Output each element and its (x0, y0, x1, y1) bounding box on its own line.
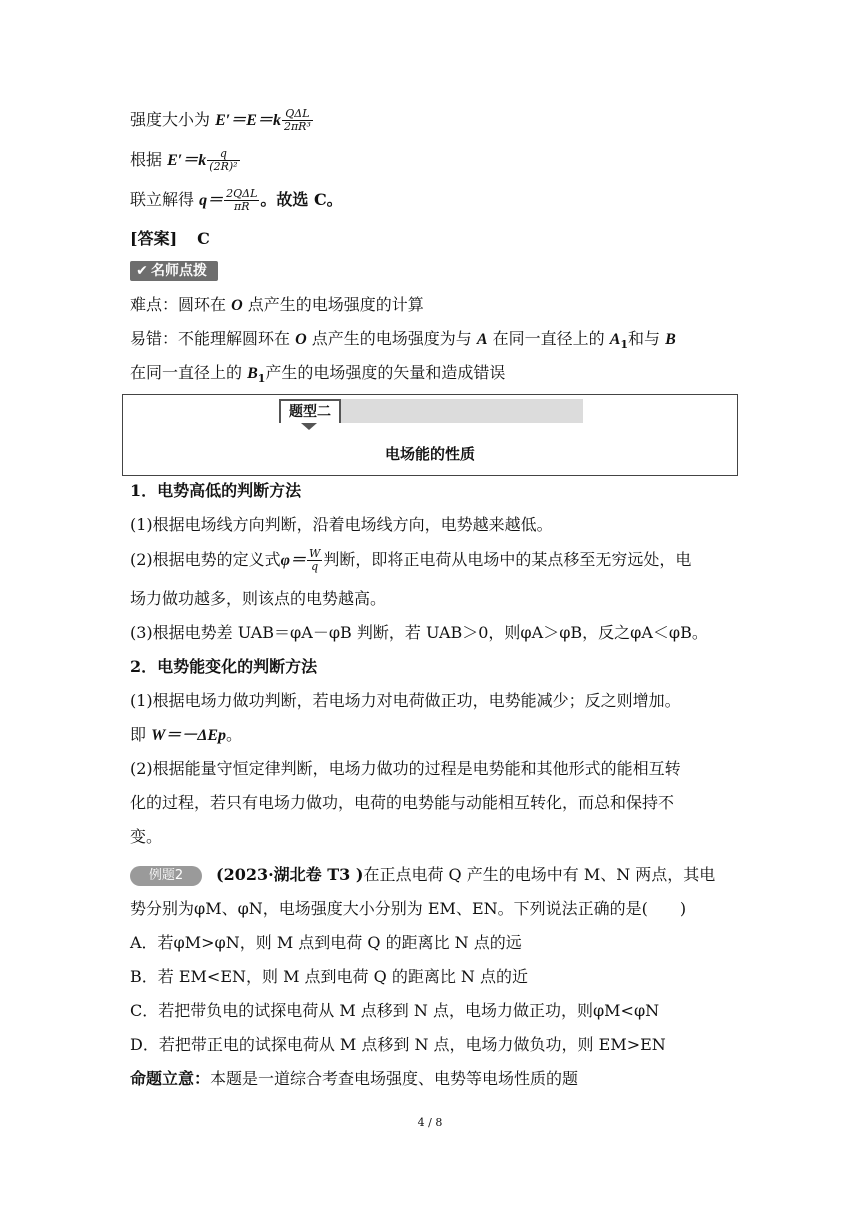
paragraph-5-line-1: (2)根据能量守恒定律判断，电场力做功的过程是电势能和其他形式的能相互转 (130, 759, 681, 778)
solution-line-1-fraction (282, 108, 313, 133)
example-stem-line-1 (130, 864, 715, 886)
var-b1: B (247, 365, 258, 382)
fraction-numerator: QΔL (282, 108, 313, 121)
solution-line-3-suffix: 。故选 C。 (260, 190, 343, 209)
answer-line (130, 228, 210, 250)
fraction-denominator: (2R)² (209, 160, 238, 173)
paragraph-1: (1)根据电场线方向判断，沿着电场线方向，电势越来越低。 (130, 515, 553, 534)
answer-label: [答案] (130, 229, 178, 248)
tip-difficulty (130, 294, 424, 317)
solution-line-1-prefix: 强度大小为 (130, 110, 216, 129)
tip-badge (130, 261, 218, 281)
section-box (122, 394, 738, 476)
fraction-numerator: 2QΔL (226, 187, 258, 200)
heading-2: 2．电势能变化的判断方法 (130, 657, 318, 676)
tip-error-text: 和与 (628, 329, 666, 348)
section-tag: 题型二 (279, 399, 341, 423)
option-c: C．若把带负电的试探电荷从 M 点移到 N 点，电场力做正功，则φM<φN (130, 1001, 660, 1020)
solution-line-3-fraction (224, 188, 259, 213)
paragraph-3: (3)根据电势差 UAB＝φA－φB 判断，若 UAB＞0，则φA＞φB，反之φA＜φB。 (130, 623, 708, 642)
paragraph-2-fraction (307, 548, 322, 573)
fraction-denominator: πR (233, 200, 250, 213)
var-o: O (231, 297, 243, 314)
answer-value: C (197, 229, 210, 248)
solution-line-1-equation: E′＝E＝k (215, 112, 281, 129)
solution-line-3-prefix: 联立解得 (130, 190, 200, 209)
fraction-numerator: q (207, 148, 239, 161)
paragraph-4-prefix: 即 (130, 725, 152, 744)
checkmark-icon: ✔ (136, 263, 148, 279)
tip-error-line-2: 在同一直径上的 $B_1$产生的电场强度的矢量和造成错误 (130, 363, 506, 386)
tip-error-prefix: 易错：不能理解圆环在 (130, 329, 296, 348)
solution-line-2-prefix: 根据 (130, 150, 168, 169)
example-stem-text: 在正点电荷 Q 产生的电场中有 M、N 两点，其电 (363, 865, 716, 884)
solution-line-3 (130, 188, 343, 213)
tip-error-text: 产生的电场强度的矢量和造成错误 (265, 363, 506, 382)
solution-line-2 (130, 148, 241, 173)
triangle-down-icon (301, 423, 317, 430)
tip-difficulty-prefix: 难点：圆环在 (130, 295, 232, 314)
section-title: 电场能的性质 (384, 445, 475, 463)
fraction-denominator: 2πR³ (283, 120, 311, 133)
fraction-numerator: W (309, 547, 321, 560)
paragraph-2-prefix: (2)根据电势的定义式 (130, 550, 281, 569)
intent-label: 命题立意： (130, 1069, 211, 1088)
var-a1: A (609, 331, 621, 348)
page-number: 4 / 8 (417, 1116, 443, 1129)
paragraph-5-line-2: 化的过程，若只有电场力做功，电荷的电势能与动能相互转化，而总和保持不 (130, 793, 675, 812)
solution-line-3-equation: q＝ (199, 192, 224, 209)
section-tag-bar (341, 399, 583, 423)
fraction-denominator: q (311, 560, 319, 573)
example-stem-line-2: 势分别为φM、φN，电场强度大小分别为 EM、EN。下列说法正确的是( ) (130, 899, 687, 918)
solution-line-1 (130, 108, 314, 133)
option-a: A．若φM>φN，则 M 点到电荷 Q 的距离比 N 点的远 (130, 933, 522, 952)
paragraph-4-suffix: 。 (226, 725, 243, 744)
tip-error-text: 在同一直径上的 (130, 363, 248, 382)
tip-error-text: 在同一直径上的 (487, 329, 610, 348)
paragraph-2-equation: φ＝ (280, 552, 307, 569)
tip-error-text: 点产生的电场强度为与 (306, 329, 477, 348)
solution-line-2-equation: E′＝k (167, 152, 207, 169)
solution-line-2-fraction (207, 148, 239, 173)
var-o: O (295, 331, 307, 348)
paragraph-4-equation: W＝－ΔEp (151, 727, 227, 744)
tip-difficulty-suffix: 点产生的电场强度的计算 (242, 295, 424, 314)
example-source: (2023·湖北卷 T3 ) (216, 865, 364, 884)
paragraph-4: (1)根据电场力做功判断，若电场力对电荷做正功，电势能减少；反之则增加。 (130, 691, 681, 710)
var-b: B (665, 331, 676, 348)
paragraph-2-line-2: 场力做功越多，则该点的电势越高。 (130, 589, 387, 608)
paragraph-2-line-1 (130, 548, 691, 573)
tip-badge-label: 名师点拨 (151, 263, 207, 279)
paragraph-5-line-3: 变。 (130, 827, 163, 846)
tip-error-line-1: 易错：不能理解圆环在 O 点产生的电场强度为与 A 在同一直径上的 $A_1$和与 B (130, 329, 676, 352)
option-d: D．若把带正电的试探电荷从 M 点移到 N 点，电场力做负功，则 EM>EN (130, 1035, 666, 1054)
var-a: A (476, 331, 488, 348)
heading-1: 1．电势高低的判断方法 (130, 481, 302, 500)
paragraph-2-suffix: 判断，即将正电荷从电场中的某点移至无穷远处，电 (323, 550, 692, 569)
intent-line (130, 1068, 578, 1090)
intent-text: 本题是一道综合考查电场强度、电势等电场性质的题 (210, 1069, 579, 1088)
example-badge: 例题2 (130, 866, 202, 886)
paragraph-4-line-2 (130, 724, 242, 747)
option-b: B．若 EM<EN，则 M 点到电荷 Q 的距离比 N 点的近 (130, 967, 529, 986)
